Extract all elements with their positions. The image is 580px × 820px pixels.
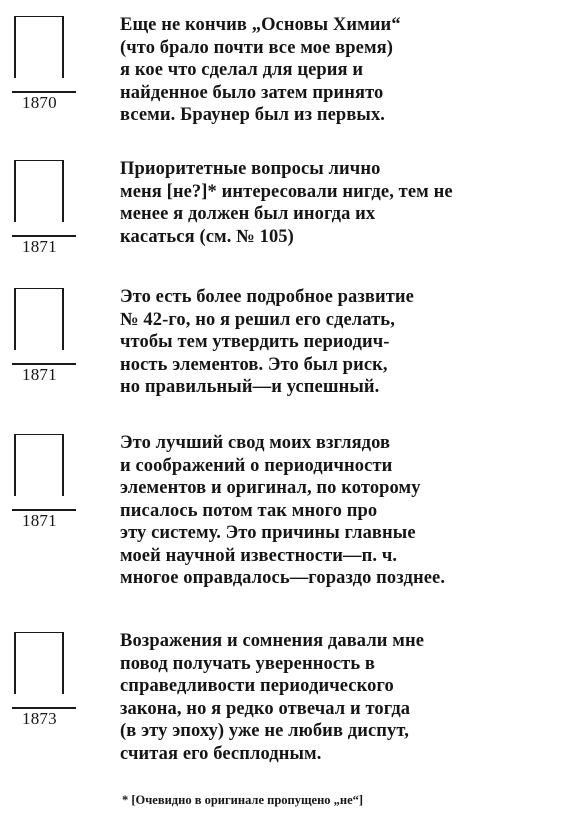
text-line: (в эту эпоху) уже не любив диспут, <box>120 721 409 741</box>
text-line: и соображений о периодичности <box>120 455 393 476</box>
text-line: касаться (см. № 105) <box>120 226 294 247</box>
text-line: менее я должен был иногда их <box>120 204 376 224</box>
entry-text <box>120 630 565 765</box>
text-line: но правильный—и успешный. <box>120 377 380 397</box>
entry-box <box>14 632 64 694</box>
text-line: Приоритетные вопросы лично <box>120 159 381 179</box>
entry-box <box>14 16 64 78</box>
entry-year: 1871 <box>22 511 57 530</box>
text-line: считая его бесплодным. <box>120 743 322 764</box>
text-line: закона, но я редко отвечал и тогда <box>120 698 411 719</box>
text-line: всеми. Браунер был из первых. <box>120 105 386 125</box>
entry-box <box>14 434 64 496</box>
entry-year: 1873 <box>22 709 57 728</box>
text-line: писалось потом так много про <box>120 500 378 521</box>
text-line: моей научной известности—п. ч. <box>120 545 398 566</box>
text-line: меня [не?]* интересовали нигде, тем не <box>120 181 453 202</box>
entry-year: 1870 <box>22 93 57 112</box>
entry-year: 1871 <box>22 237 57 256</box>
text-line: многое оправдалось—гораздо позднее. <box>120 568 446 588</box>
entry-text <box>120 286 565 399</box>
footnote: * [Очевидно в оригинале пропущено „не“] <box>122 793 364 807</box>
text-line: чтобы тем утвердить периодич- <box>120 332 390 352</box>
entry-text <box>120 158 565 248</box>
text-line: Еще не кончив „Основы Химии“ <box>120 15 401 35</box>
entry-box <box>14 288 64 350</box>
text-line: Это есть более подробное развитие <box>120 287 414 307</box>
text-line: справедливости периодического <box>120 676 394 696</box>
entry-text <box>120 432 565 590</box>
entry-box <box>14 160 64 222</box>
text-line: элементов и оригинал, по которому <box>120 478 421 498</box>
text-line: я кое что сделал для церия и <box>120 60 364 80</box>
text-line: повод получать уверенность в <box>120 653 376 674</box>
text-line: № 42-го, но я решил его сделать, <box>120 309 395 330</box>
text-line: найденное было затем принято <box>120 82 384 103</box>
text-line: эту систему. Это причины главные <box>120 523 416 543</box>
text-line: ность элементов. Это был риск, <box>120 354 388 375</box>
entry-text <box>120 14 565 127</box>
text-line: Это лучший свод моих взглядов <box>120 433 391 453</box>
text-line: (что брало почти все мое время) <box>120 37 394 58</box>
text-line: Возражения и сомнения давали мне <box>120 631 425 651</box>
entry-year: 1871 <box>22 365 57 384</box>
